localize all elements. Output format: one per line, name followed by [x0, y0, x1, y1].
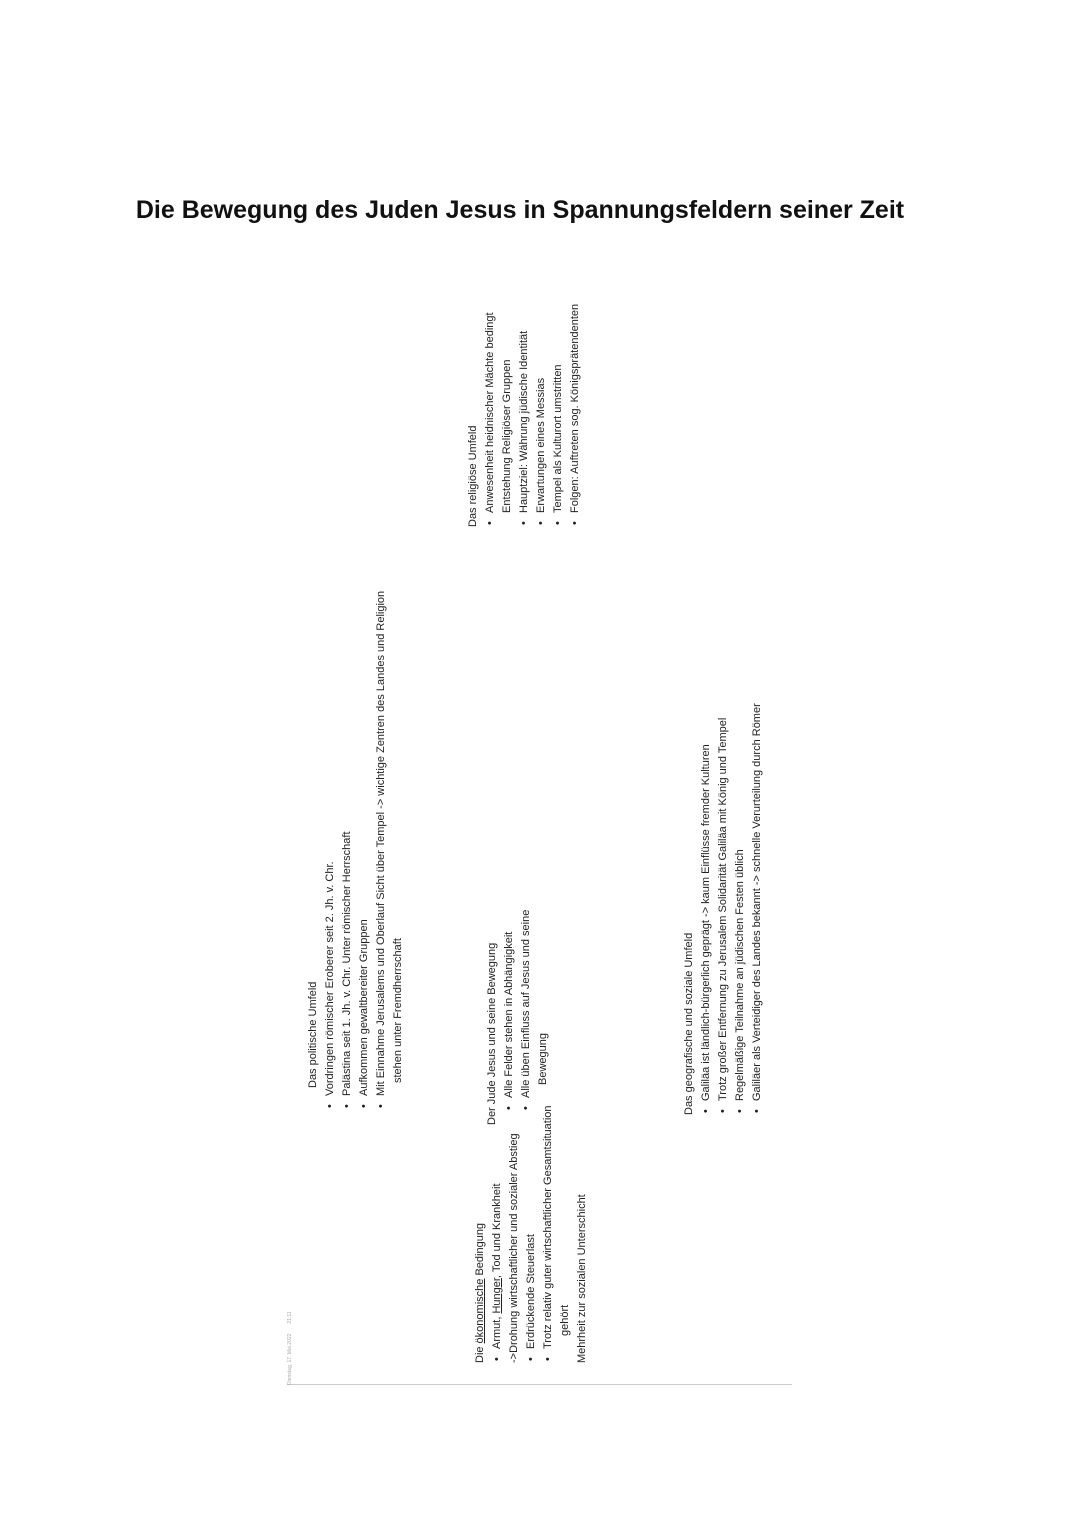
section-heading: Der Jude Jesus und seine Bewegung [486, 942, 498, 1125]
list-item: • Galiläa ist ländlich-bürgerlich geprägt -> kaum Einflüsse fremder Kulturen [698, 703, 715, 1115]
list-item: • Palästina seit 1. Jh. v. Chr. Unter römischer Herrschaft [339, 591, 356, 1110]
list-item: • Tempel als Kulturort umstritten [550, 304, 567, 527]
list-item: • Galiläer als Verteidiger des Landes bekannt -> schnelle Verurteilung durch Römer [749, 703, 766, 1115]
page-title: Die Bewegung des Juden Jesus in Spannungsfeldern seiner Zeit [135, 196, 905, 224]
bullet-list [698, 703, 766, 1115]
plain-line: Mehrheit zur sozialen Unterschicht [576, 1194, 588, 1363]
bullet-list [489, 1105, 506, 1363]
note-page [287, 265, 792, 1385]
section-geographic-social-environment [681, 703, 766, 1115]
section-heading: Das geografische und soziale Umfeld [683, 932, 695, 1115]
section-jesus-movement [484, 910, 552, 1125]
list-item: • Trotz großer Entfernung zu Jerusalem Solidarität Galiläa mit König und Tempel [715, 703, 732, 1115]
item-text: Armut, [491, 1313, 503, 1349]
list-item: • Mit Einnahme Jerusalems und Oberlauf Sicht über Tempel -> wichtige Zentren des Landes und Religion [373, 591, 390, 1110]
section-religious-environment [465, 304, 584, 527]
section-heading: Das politische Umfeld [307, 981, 319, 1088]
list-item-continuation: stehen unter Fremdherrschaft [392, 938, 404, 1083]
heading-text: Bedingung [474, 1222, 486, 1279]
item-underlined-text: Hunger [491, 1278, 503, 1314]
bullet-list [523, 1105, 557, 1363]
list-item: • Erdrückende Steuerlast [523, 1105, 540, 1363]
list-item: • Vordringen römischer Eroberer seit 2. Jh. v. Chr. [322, 591, 339, 1110]
list-item: • Alle Felder stehen in Abhängigkeit [501, 910, 518, 1125]
section-political-environment [305, 591, 407, 1110]
heading-text: Die [474, 1343, 486, 1363]
bullet-list [501, 910, 535, 1125]
section-economic-condition [472, 1105, 591, 1363]
bullet-list [482, 304, 499, 527]
note-timestamp [287, 1311, 294, 1385]
list-item: • Anwesenheit heidnischer Mächte bedingt [482, 304, 499, 527]
list-item: • Alle üben Einfluss auf Jesus und seine [518, 910, 535, 1125]
note-time: 21:11 [287, 1311, 293, 1324]
bullet-list [322, 591, 390, 1110]
list-item: • Trotz relativ guter wirtschaftlicher Gesamtsituation [540, 1105, 557, 1363]
heading-underlined-text: ökonomische [474, 1278, 486, 1344]
page-divider-line [287, 1384, 792, 1385]
list-item-continuation: Entstehung Religiöser Gruppen [501, 359, 513, 513]
section-heading [472, 1105, 489, 1363]
section-heading: Das religiöse Umfeld [467, 425, 479, 527]
list-item: • Hauptziel: Währung jüdische Identität [516, 304, 533, 527]
list-item-continuation: Bewegung [537, 1033, 549, 1085]
list-item: • Folgen: Auftreten sog. Königsprätendenten [567, 304, 584, 527]
note-date: Dienstag, 17. Mai 2022 [287, 1333, 293, 1385]
item-text: , Tod und Krankheit [491, 1183, 503, 1279]
list-item-continuation: gehört [559, 1304, 571, 1336]
list-item: • Aufkommen gewaltbereiter Gruppen [356, 591, 373, 1110]
list-item: • Regelmäßige Teilnahme an jüdischen Festen üblich [732, 703, 749, 1115]
bullet-list [516, 304, 584, 527]
list-item [489, 1105, 506, 1363]
arrow-line: ->Drohung wirtschaftlicher und sozialer Abstieg [508, 1133, 520, 1363]
list-item: • Erwartungen eines Messias [533, 304, 550, 527]
